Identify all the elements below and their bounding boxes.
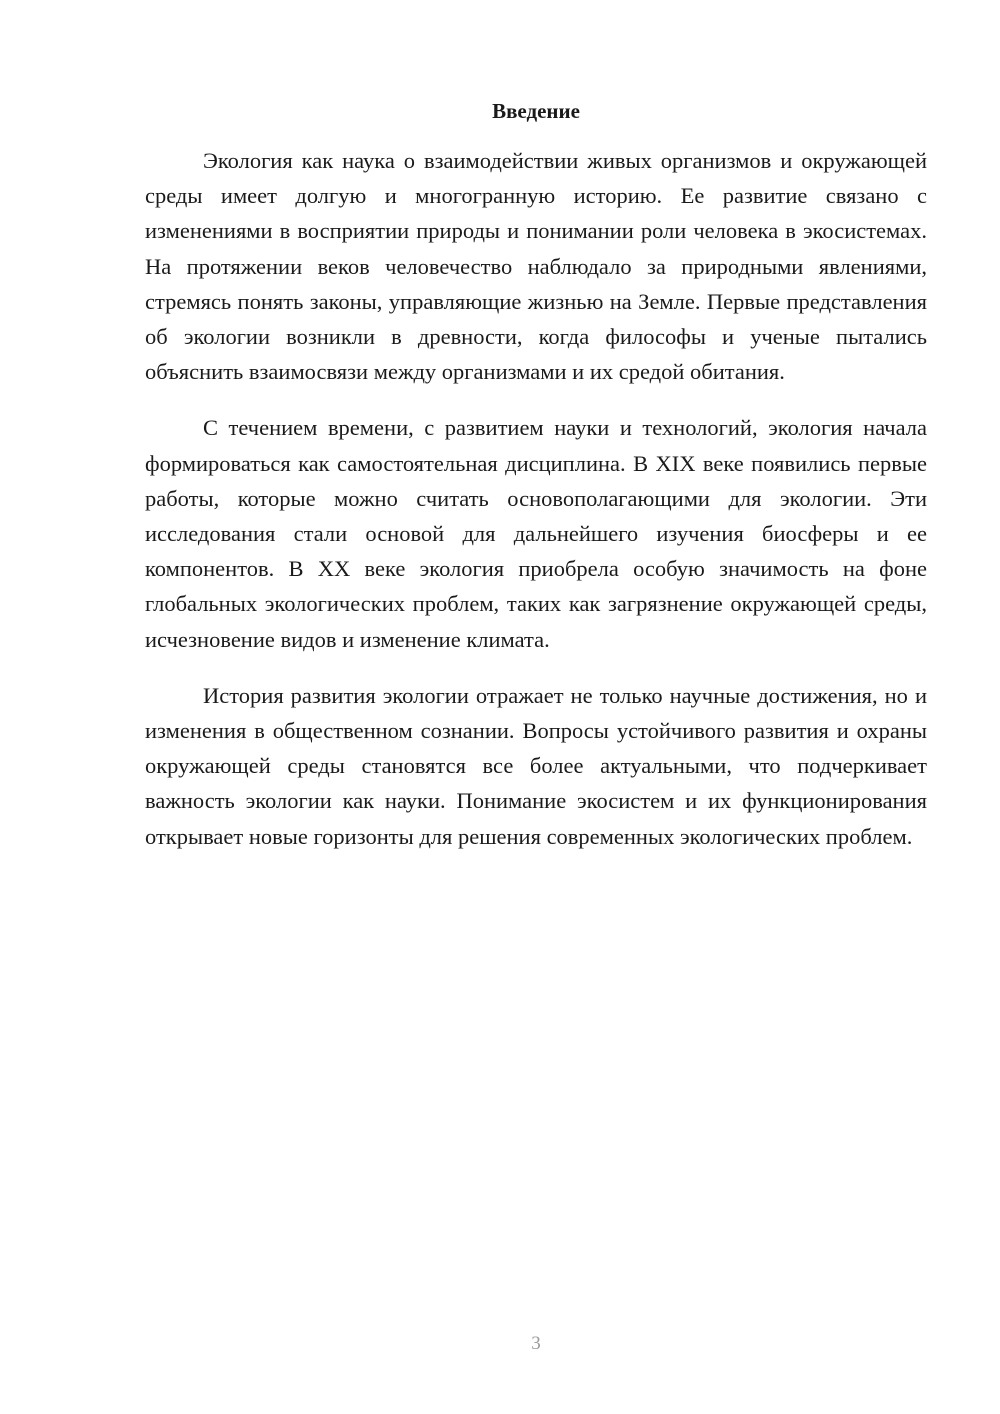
section-title: Введение: [492, 99, 580, 123]
body-text: [145, 143, 927, 875]
page-number: 3: [531, 1333, 541, 1354]
paragraph-3: История развития экологии отражает не только научные достижения, но и изменения в общественном сознании. Вопросы устойчивого развития и охраны окружающей среды становятся все более актуальными, что подчеркивает важность экологии как науки. Понимание экосистем и их функционирования открывает новые горизонты для решения современных экологических проблем.: [145, 682, 927, 849]
paragraph-2: С течением времени, с развитием науки и технологий, экология начала формироваться как самостоятельная дисциплина. В XIX веке появились первые работы, которые можно считать основополагающими для экологии. Эти исследования стали основой для дальнейшего изучения биосферы и ее компонентов. В XX веке экология приобрела особую значимость на фоне глобальных экологических проблем, таких как загрязнение окружающей среды, исчезновение видов и изменение климата.: [145, 415, 927, 652]
paragraph-1: Экология как наука о взаимодействии живых организмов и окружающей среды имеет долгую и многогранную историю. Ее развитие связано с изменениями в восприятии природы и понимании роли человека в экосистемах. На протяжении веков человечество наблюдало за природными явлениями, стремясь понять законы, управляющие жизнью на Земле. Первые представления об экологии возникли в древности, когда философы и ученые пытались объяснить взаимосвязи между организмами и их средой обитания.: [145, 148, 927, 385]
